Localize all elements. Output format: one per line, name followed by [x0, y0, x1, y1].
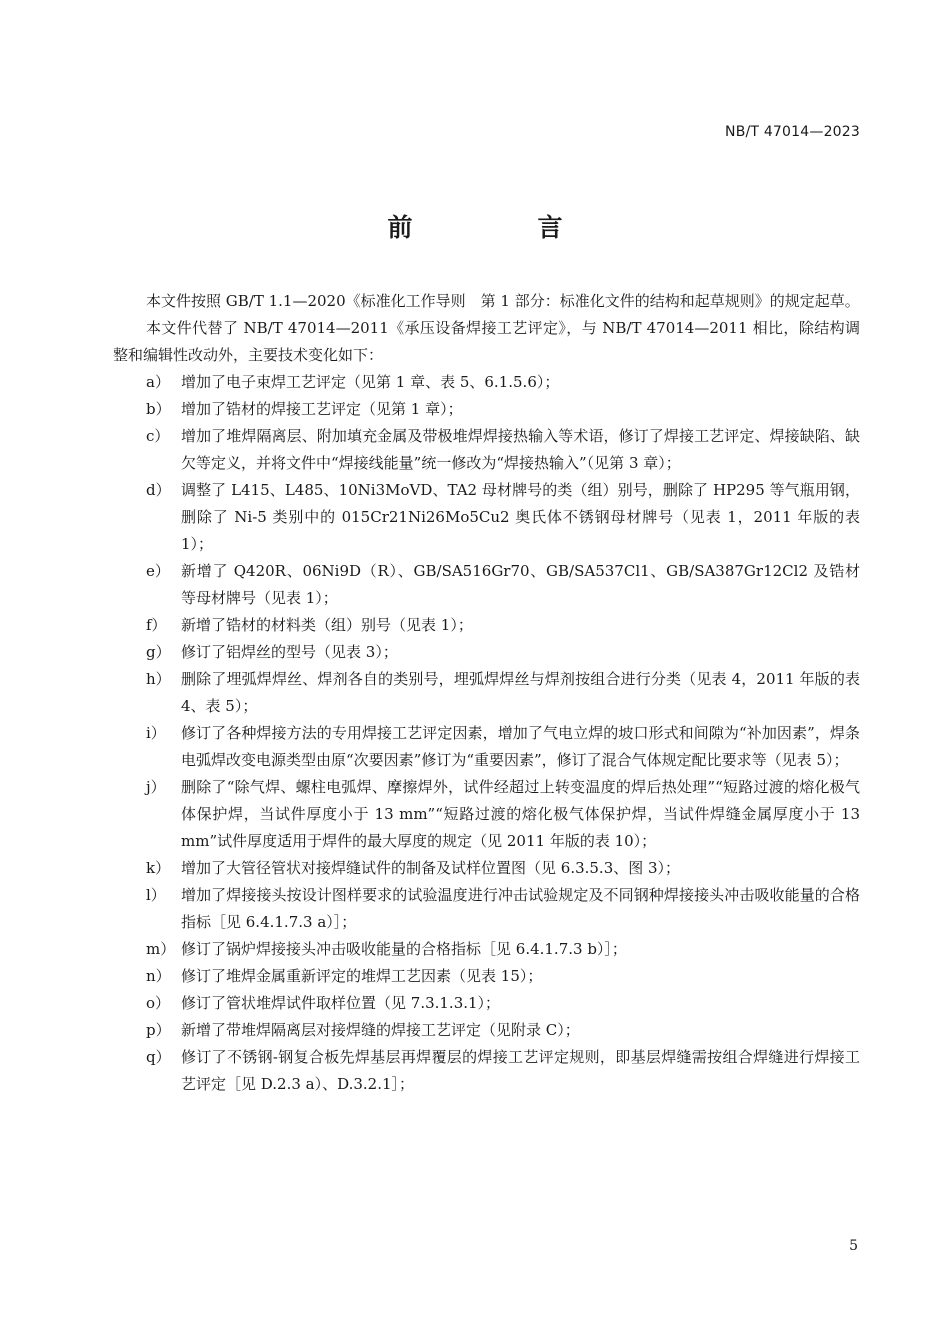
list-item — [113, 369, 860, 396]
list-item-text: 增加了堆焊隔离层、附加填充金属及带极堆焊焊接热输入等术语，修订了焊接工艺评定、焊接缺陷、缺欠等定义，并将文件中“焊接线能量”统一修改为“焊接热输入”（见第 3 章）； — [181, 427, 860, 472]
list-item-text: 增加了电子束焊工艺评定（见第 1 章、表 5、6.1.5.6）； — [181, 373, 560, 391]
foreword-body — [113, 288, 860, 1098]
page-number: 5 — [849, 1238, 858, 1254]
paragraph: 本文件按照 GB/T 1.1—2020《标准化工作导则 第 1 部分：标准化文件的结构和起草规则》的规定起草。 — [146, 292, 860, 310]
list-item — [113, 477, 860, 558]
list-item-label: n） — [146, 967, 171, 985]
list-item — [113, 666, 860, 720]
list-item-label: h） — [146, 670, 171, 688]
list-item-text: 调整了 L415、L485、10Ni3MoVD、TA2 母材牌号的类（组）别号，删除了 HP295 等气瓶用钢，删除了 Ni-5 类别中的 015Cr21Ni26Mo5Cu2 奥氏体不锈钢母材牌号（见表 1，2011 年版的表 1）； — [181, 481, 860, 553]
list-item — [113, 1017, 860, 1044]
list-item — [113, 720, 860, 774]
list-item-text: 新增了带堆焊隔离层对接焊缝的焊接工艺评定（见附录 C）； — [181, 1021, 580, 1039]
list-item — [113, 612, 860, 639]
list-item-text: 修订了不锈钢-钢复合板先焊基层再焊覆层的焊接工艺评定规则，即基层焊缝需按组合焊缝进行焊接工艺评定［见 D.2.3 a）、D.3.2.1］； — [181, 1048, 860, 1093]
list-item-label: i） — [146, 724, 166, 742]
list-item-text: 增加了大管径管状对接焊缝试件的制备及试样位置图（见 6.3.5.3、图 3）； — [181, 859, 681, 877]
list-item-label: q） — [146, 1048, 171, 1066]
list-item — [113, 882, 860, 936]
list-item-text: 新增了 Q420R、06Ni9D（R）、GB/SA516Gr70、GB/SA537Cl1、GB/SA387Gr12Cl2 及锆材等母材牌号（见表 1）； — [181, 562, 860, 607]
list-item-text: 删除了“除气焊、螺柱电弧焊、摩擦焊外，试件经超过上转变温度的焊后热处理”“短路过渡的熔化极气体保护焊，当试件厚度小于 13 mm”“短路过渡的熔化极气体保护焊，当试件焊缝金属厚度小于 13 mm”试件厚度适用于焊件的最大厚度的规定（见 2011 年版的表 10）； — [181, 778, 860, 850]
list-item — [113, 396, 860, 423]
list-item-label: b） — [146, 400, 171, 418]
list-item — [113, 963, 860, 990]
list-item-label: l） — [146, 886, 166, 904]
list-item-label: k） — [146, 859, 171, 877]
list-item-label: d） — [146, 481, 171, 499]
list-item — [113, 558, 860, 612]
list-item — [113, 423, 860, 477]
list-item-text: 修订了铝焊丝的型号（见表 3）； — [181, 643, 398, 661]
list-item — [113, 774, 860, 855]
paragraph: 本文件代替了 NB/T 47014—2011《承压设备焊接工艺评定》，与 NB/T 47014—2011 相比，除结构调整和编辑性改动外，主要技术变化如下： — [113, 319, 860, 364]
list-item-label: f） — [146, 616, 167, 634]
list-item-label: j） — [146, 778, 166, 796]
list-item-text: 修订了堆焊金属重新评定的堆焊工艺因素（见表 15）； — [181, 967, 543, 985]
list-item-label: e） — [146, 562, 170, 580]
list-item — [113, 855, 860, 882]
list-item-label: o） — [146, 994, 171, 1012]
document-code: NB/T 47014—2023 — [725, 124, 860, 140]
list-item-label: g） — [146, 643, 171, 661]
list-item-text: 增加了锆材的焊接工艺评定（见第 1 章）； — [181, 400, 463, 418]
page-title: 前 言 — [387, 213, 613, 242]
list-item-text: 新增了锆材的材料类（组）别号（见表 1）； — [181, 616, 473, 634]
list-item-label: m） — [146, 940, 176, 958]
list-item — [113, 936, 860, 963]
list-item-text: 修订了锅炉焊接接头冲击吸收能量的合格指标［见 6.4.1.7.3 b）］； — [181, 940, 627, 958]
list-item-text: 修订了各种焊接方法的专用焊接工艺评定因素，增加了气电立焊的坡口形式和间隙为“补加因素”，焊条电弧焊改变电源类型由原“次要因素”修订为“重要因素”，修订了混合气体规定配比要求等（见表 5）； — [181, 724, 860, 769]
list-item-text: 删除了埋弧焊焊丝、焊剂各自的类别号，埋弧焊焊丝与焊剂按组合进行分类（见表 4，2011 年版的表 4、表 5）； — [181, 670, 860, 715]
list-item — [113, 639, 860, 666]
list-item — [113, 990, 860, 1017]
list-item-label: a） — [146, 373, 170, 391]
list-item-text: 增加了焊接接头按设计图样要求的试验温度进行冲击试验规定及不同钢种焊接接头冲击吸收能量的合格指标［见 6.4.1.7.3 a）］； — [181, 886, 860, 931]
list-item-label: c） — [146, 427, 170, 445]
list-item-text: 修订了管状堆焊试件取样位置（见 7.3.1.3.1）； — [181, 994, 501, 1012]
list-item-label: p） — [146, 1021, 171, 1039]
list-item — [113, 1044, 860, 1098]
